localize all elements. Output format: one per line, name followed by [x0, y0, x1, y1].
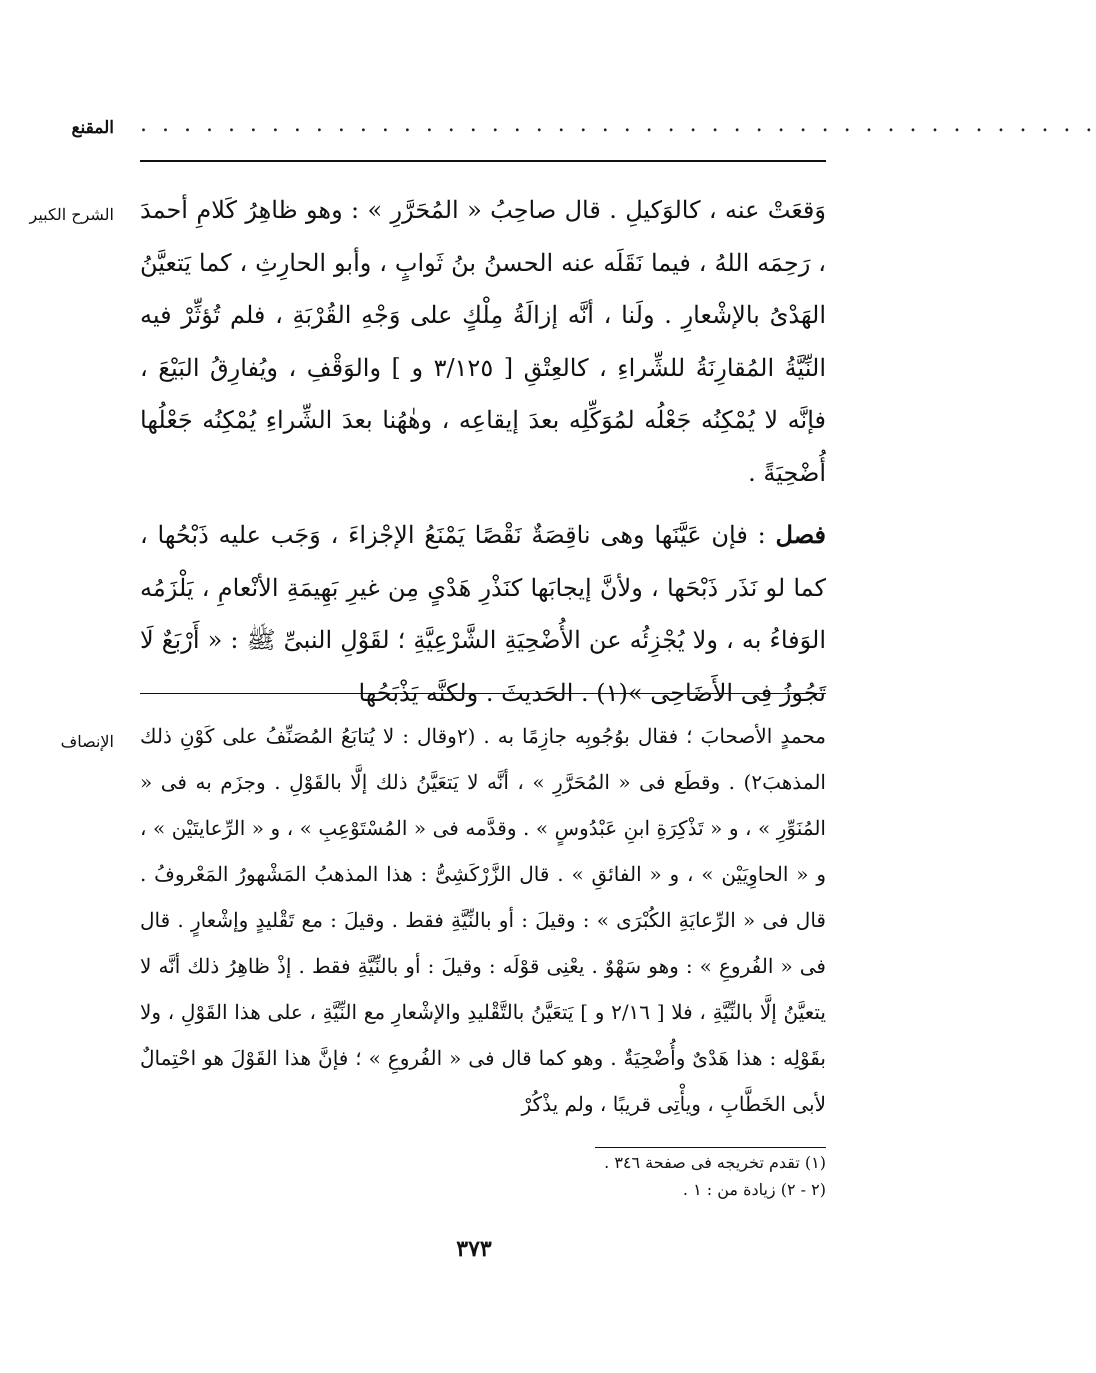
insaf-paragraph: محمدٍ الأصحابَ ؛ فقال بوُجُوبِه جازِمًا به . (٢وقال : لا يُتابَعُ المُصَنِّفُ على كَوْنِ ذلك المذهبَ٢) . وقطَع فى « المُحَرَّرِ » ، أنَّه لا يَتعَيَّنُ ذلك إلَّا بالقَوْلِ . وجزَم به فى « المُنَوِّرِ » ، و « تَذْكِرَةِ ابنِ عَبْدُوسٍ » . وقدَّمه فى « المُسْتَوْعِبِ » ، و « الرِّعايتَيْن » ، و « الحاوِيَيْن » ، و « الفائقِ » . قال الزَّرْكَشِىُّ : هذا المذهبُ المَشْهورُ المَعْروفُ . قال فى « الرِّعايَةِ الكُبْرَى » : وقيلَ : أو بالنِّيَّةِ فقط . وقيلَ : مع تَقْليدٍ وإشْعارٍ . قال فى « الفُروعِ » : وهو سَهْوٌ . يعْنِى قوْلَه : وقيلَ : أو بالنِّيَّةِ فقط . إذْ ظاهِرُ ذلك أنَّه لا يتعيَّنُ إلَّا بالنِّيَّةِ ، فلا [ ٢/١٦ و ] يَتعَيَّنُ بالتَّقْليدِ والإشْعارِ مع النِّيَّةِ ، على هذا القَوْلِ ، ولا بقَوْلِه : هذا هَدْىٌ وأُضْحِيَةٌ . وهو كما قال فى « الفُروعِ » ؛ فإنَّ هذا القَوْلَ هو احْتِمالٌ لأبى الخَطَّابِ ، ويأْتِى قريبًا ، ولم يذْكُرْ: [140, 724, 827, 1116]
section-divider: [140, 693, 826, 694]
sharh-paragraph-2-text: : فإن عَيَّنَها وهى ناقِصَةٌ نَقْصًا يَمْنَعُ الإجْزاءَ ، وَجَب عليه ذَبْحُها ، كما لو نَذَر ذَبْحَها ، ولأنَّ إيجابَها كنَذْرِ هَدْىٍ مِن غيرِ بَهِيمَةِ الأنْعامِ ، يَلْزَمُه الوَفاءُ به ، ولا يُجْزِئُه عن الأُضْحِيَةِ الشَّرْعِيَّةِ ؛ لقَوْلِ النبىِّ ﷺ : « أَرْبَعٌ لَا تَجُوزُ فِى الأَضَاحِى »(١) . الحَديثَ . ولكنَّه يَذْبَحُها: [140, 521, 826, 707]
footnote-rule: [595, 1147, 826, 1148]
sharh-section-label: الشرح الكبير: [29, 205, 114, 224]
insaf-section-label: الإنصاف: [60, 732, 114, 751]
book-title: المقنع: [71, 118, 114, 138]
insaf-text-block: [140, 713, 826, 1127]
sharh-paragraph-1: وَقعَتْ عنه ، كالوَكيلِ . قال صاحِبُ « المُحَرَّرِ » : وهو ظاهِرُ كَلامِ أحمدَ ، رَحِمَه اللهُ ، فيما نَقَلَه عنه الحسنُ بنُ ثَوابٍ ، وأبو الحارِثِ ، كما يَتعيَّنُ الهَدْىُ بالإشْعارِ . ولَنا ، أنَّه إزالَةُ مِلْكٍ على وَجْهِ القُرْبَةِ ، فلم تُؤثِّرْ فيه النِّيَّةُ المُقارِنَةُ للشِّراءِ ، كالعِتْقِ [ ٣/١٢٥ و ] والوَقْفِ ، ويُفارِقُ البَيْعَ ، فإنَّه لا يُمْكِنُه جَعْلُه لمُوَكِّلِه بعدَ إيقاعِه ، وهٰهُنا بعدَ الشِّراءِ يُمْكِنُه جَعْلُها أُضْحِيَةً .: [140, 196, 826, 487]
fasl-heading: فصل: [775, 520, 826, 549]
sharh-text-block: [140, 184, 826, 719]
footnote-2: (٢ - ٢) زيادة من : ١ .: [682, 1180, 826, 1199]
header-rule: [140, 160, 826, 162]
page-number: ٣٧٣: [456, 1236, 492, 1262]
header-dotted-line: . . . . . . . . . . . . . . . . . . . . . . . . . . . . . . . . . . . . . . . . . . . .: [140, 112, 1096, 137]
footnote-1: (١) تقدم تخريجه فى صفحة ٣٤٦ .: [604, 1153, 826, 1172]
sharh-paragraph-2: [140, 509, 826, 719]
